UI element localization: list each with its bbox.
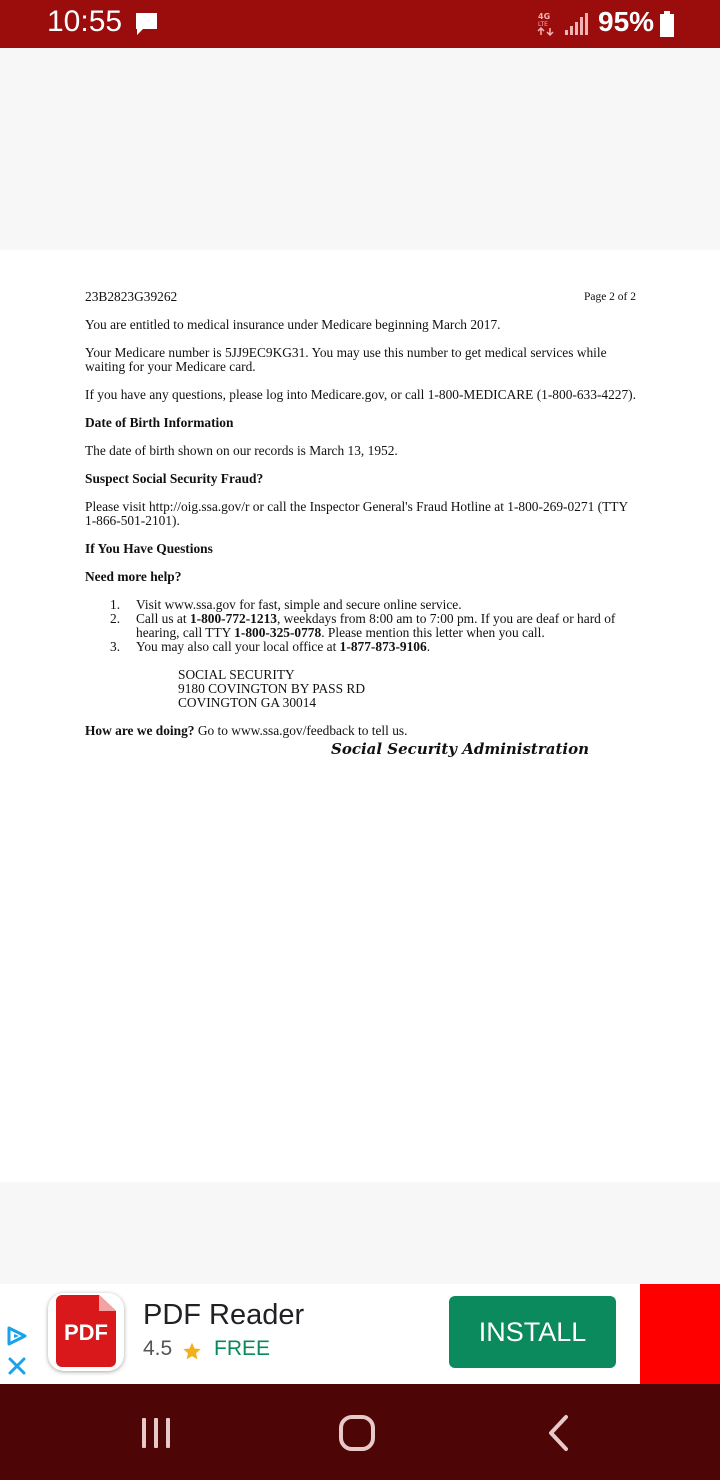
ad-choices-icon[interactable] (6, 1326, 28, 1346)
app-icon-label: PDF (64, 1320, 108, 1345)
fraud-text: Please visit http://oig.ssa.gov/r or call the Inspector General's Fraud Hotline at 1-800-269-0271 (TTY 1-866-501-2101). (85, 499, 628, 528)
list-text-part: You may also call your local office at (136, 639, 340, 654)
feedback-line (85, 724, 636, 738)
feedback-heading: How are we doing? (85, 723, 195, 738)
medicare-number: Your Medicare number is 5JJ9EC9KG31. You may use this number to get medical services while waiting for your Medicare card. (85, 345, 607, 374)
pdf-page[interactable] (0, 250, 720, 1182)
address-line: 9180 COVINGTON BY PASS RD (178, 681, 366, 696)
back-icon[interactable] (544, 1414, 574, 1452)
recent-apps-icon[interactable] (140, 1417, 172, 1449)
list-text (136, 640, 430, 654)
viewer-background-bottom (0, 1182, 720, 1284)
list-text-part: . Please mention this letter when you call. (321, 625, 545, 640)
list-text-part: . (426, 639, 431, 654)
app-rating: 4.5 (143, 1337, 173, 1360)
ad-accent-block (640, 1284, 720, 1384)
svg-text:4G: 4G (538, 12, 551, 21)
tty-number: 1-800-325-0778 (234, 625, 322, 640)
viewer-background-top (0, 48, 720, 250)
fraud-heading: Suspect Social Security Fraud? (85, 471, 264, 486)
list-item (85, 598, 636, 612)
list-item (85, 640, 636, 654)
list-text (136, 612, 636, 640)
list-number: 2. (110, 611, 121, 626)
letter-header (85, 290, 636, 304)
help-heading: Need more help? (85, 569, 182, 584)
close-ad-icon[interactable] (7, 1356, 27, 1376)
dob-heading: Date of Birth Information (85, 415, 234, 430)
svg-text:LTE: LTE (538, 21, 548, 28)
list-text: Visit www.ssa.gov for fast, simple and secure online service. (136, 597, 462, 612)
install-button[interactable]: INSTALL (449, 1296, 616, 1368)
battery-percentage: 95% (598, 6, 655, 37)
reference-number: 23B2823G39262 (85, 289, 178, 304)
feedback-text: Go to www.ssa.gov/feedback to tell us. (194, 723, 408, 738)
list-text-part: , weekdays from 8:00 am to 7:00 pm. If you are deaf or hard of hearing, call TTY (136, 611, 616, 640)
app-price: FREE (214, 1337, 271, 1360)
medicare-entitlement: You are entitled to medical insurance under Medicare beginning March 2017. (85, 317, 501, 332)
home-icon[interactable] (338, 1414, 376, 1452)
letter-content (85, 290, 636, 756)
list-item (85, 612, 636, 640)
lte-network-icon (536, 10, 556, 36)
local-office-number: 1-877-873-9106 (339, 639, 427, 654)
questions-heading: If You Have Questions (85, 541, 213, 556)
dob-text: The date of birth shown on our records is March 13, 1952. (85, 443, 398, 458)
office-address (85, 668, 636, 710)
list-number: 1. (110, 597, 121, 612)
status-bar (0, 0, 720, 48)
battery-icon (659, 11, 675, 37)
message-notification-icon (134, 12, 159, 36)
address-line: COVINGTON GA 30014 (178, 695, 317, 710)
address-line: SOCIAL SECURITY (178, 667, 295, 682)
list-number: 3. (110, 639, 121, 654)
signature: Social Security Administration (331, 740, 590, 758)
pdf-app-icon[interactable] (48, 1293, 124, 1371)
list-text-part: Call us at (136, 611, 190, 626)
phone-number: 1-800-772-1213 (189, 611, 277, 626)
medicare-contact: If you have any questions, please log into Medicare.gov, or call 1-800-MEDICARE (1-800-633-4227). (85, 387, 636, 402)
page-number: Page 2 of 2 (583, 291, 636, 303)
app-name[interactable]: PDF Reader (143, 1299, 305, 1331)
status-time: 10:55 (47, 5, 123, 38)
signal-strength-icon (563, 12, 591, 36)
star-icon (181, 1341, 203, 1362)
help-list (85, 598, 636, 654)
